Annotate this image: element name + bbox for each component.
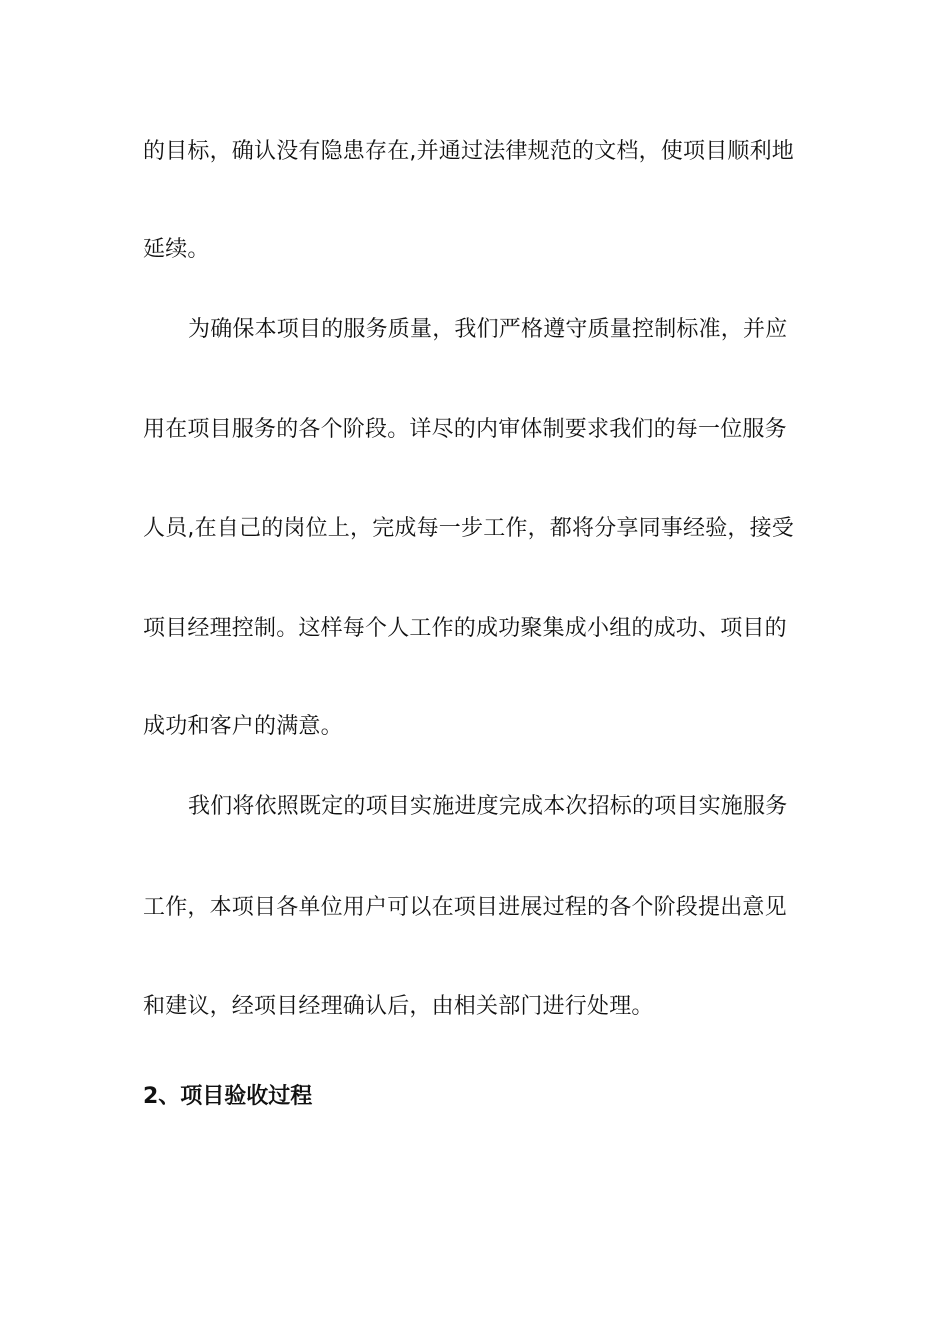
paragraph-line-6: 项目经理控制。这样每个人工作的成功聚集成小组的成功、项目的 <box>143 616 787 641</box>
paragraph-line-10: 和建议，经项目经理确认后，由相关部门进行处理。 <box>143 994 654 1019</box>
paragraph-line-8: 我们将依照既定的项目实施进度完成本次招标的项目实施服务 <box>188 794 788 819</box>
paragraph-line-3: 为确保本项目的服务质量，我们严格遵守质量控制标准，并应 <box>188 317 788 342</box>
paragraph-line-2: 延续。 <box>143 237 210 262</box>
paragraph-line-1: 的目标，确认没有隐患存在,并通过法律规范的文档，使项目顺利地 <box>143 139 794 164</box>
paragraph-line-5: 人员,在自己的岗位上，完成每一步工作，都将分享同事经验，接受 <box>143 516 794 541</box>
paragraph-line-4: 用在项目服务的各个阶段。详尽的内审体制要求我们的每一位服务 <box>143 417 787 442</box>
paragraph-line-7: 成功和客户的满意。 <box>143 714 343 739</box>
paragraph-line-9: 工作，本项目各单位用户可以在项目进展过程的各个阶段提出意见 <box>143 895 787 920</box>
section-heading: 2、项目验收过程 <box>143 1084 313 1109</box>
